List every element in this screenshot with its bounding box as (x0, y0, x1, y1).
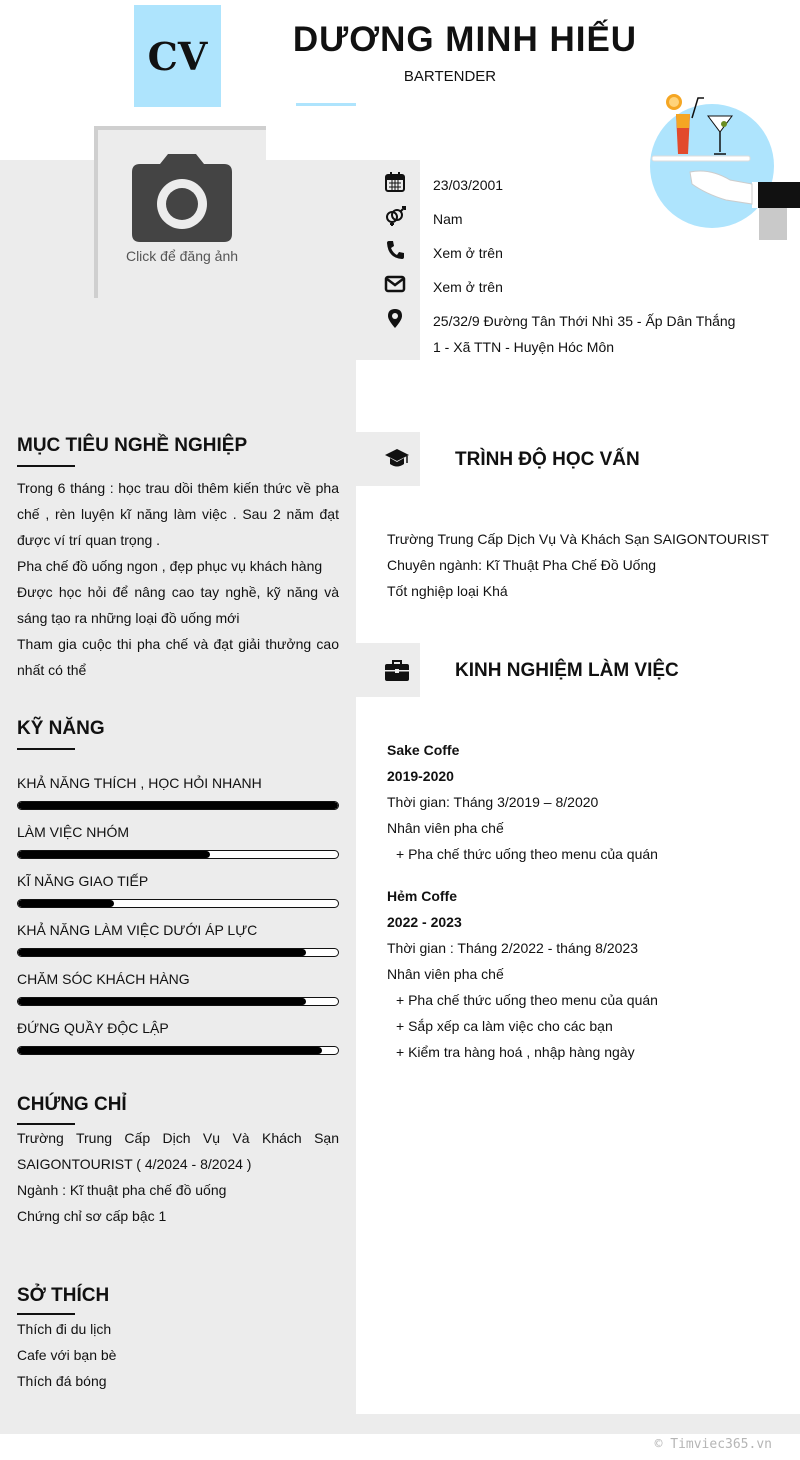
skill-fill (18, 900, 114, 907)
job-task: + Pha chế thức uống theo menu của quán (396, 992, 658, 1008)
email: Xem ở trên (433, 279, 503, 295)
job-time: Thời gian : Tháng 2/2022 - tháng 8/2023 (387, 940, 638, 956)
address-line-1: 25/32/9 Đường Tân Thới Nhì 35 - Ấp Dân Thắng (433, 313, 736, 329)
hobby-item: Thích đi du lịch (17, 1321, 112, 1337)
birth-date: 23/03/2001 (433, 177, 504, 193)
certificates-body (17, 1125, 339, 1229)
job-entry (387, 737, 787, 867)
skill-fill (18, 998, 306, 1005)
skill-bar (17, 1046, 339, 1055)
skill-label: KHẢ NĂNG THÍCH , HỌC HỎI NHANH (17, 775, 262, 791)
job-role: Nhân viên pha chế (387, 820, 504, 836)
objective-underline (17, 465, 75, 467)
skill-label: CHĂM SÓC KHÁCH HÀNG (17, 971, 190, 987)
education-heading: TRÌNH ĐỘ HỌC VẤN (455, 449, 640, 470)
phone: Xem ở trên (433, 245, 503, 261)
education-body (387, 526, 787, 604)
email-icon (384, 273, 406, 295)
objective-paragraph: Tham gia cuộc thi pha chế và đạt giải thưởng cao nhất có thể (17, 636, 339, 678)
education-grade: Tốt nghiệp loại Khá (387, 583, 508, 599)
camera-icon[interactable] (130, 154, 234, 242)
job-entry (387, 883, 787, 1065)
gender-icon (384, 205, 406, 227)
certificate-line: Chứng chỉ sơ cấp bậc 1 (17, 1208, 167, 1224)
job-role: Nhân viên pha chế (387, 966, 504, 982)
address-line-2: 1 - Xã TTN - Huyện Hóc Môn (433, 339, 615, 355)
certificates-heading: CHỨNG CHỈ (17, 1094, 127, 1115)
briefcase-icon (384, 657, 410, 683)
hobbies-underline (17, 1313, 75, 1315)
skill-label: KĨ NĂNG GIAO TIẾP (17, 873, 149, 889)
skill-fill (18, 802, 338, 809)
bottom-band (0, 1414, 800, 1434)
gender: Nam (433, 211, 463, 227)
job-time: Thời gian: Tháng 3/2019 – 8/2020 (387, 794, 599, 810)
objective-paragraph: Pha chế đồ uống ngon , đẹp phục vụ khách hàng (17, 558, 323, 574)
objective-paragraph: Trong 6 tháng : học trau dồi thêm kiến thức về pha chế , rèn luyện kĩ năng làm việc . Sau 2 năm đạt được ví trí quan trọng . (17, 480, 339, 548)
skill-label: LÀM VIỆC NHÓM (17, 824, 130, 840)
job-task: + Kiểm tra hàng hoá , nhập hàng ngày (396, 1044, 635, 1060)
skill-label: ĐỨNG QUẦY ĐỘC LẬP (17, 1020, 169, 1036)
graduation-cap-icon (384, 446, 410, 472)
job-company: Sake Coffe (387, 742, 460, 758)
skill-bar (17, 997, 339, 1006)
calendar-icon (384, 171, 406, 193)
hobbies-heading: SỞ THÍCH (17, 1285, 110, 1306)
skill-bar (17, 899, 339, 908)
job-period: 2019-2020 (387, 768, 454, 784)
candidate-name: DƯƠNG MINH HIẾU (292, 20, 638, 59)
job-period: 2022 - 2023 (387, 914, 462, 930)
job-title: BARTENDER (403, 68, 497, 85)
education-school: Trường Trung Cấp Dịch Vụ Và Khách Sạn SAIGONTOURIST (387, 531, 769, 547)
job-task: + Sắp xếp ca làm việc cho các bạn (396, 1018, 613, 1034)
skill-fill (18, 851, 210, 858)
objective-paragraph: Được học hỏi để nâng cao tay nghề, kỹ năng và sáng tạo ra những loại đồ uống mới (17, 584, 339, 626)
skill-fill (18, 949, 306, 956)
objective-body (17, 475, 339, 683)
objective-heading: MỤC TIÊU NGHỀ NGHIỆP (17, 435, 248, 456)
footer-watermark: © Timviec365.vn (654, 1437, 772, 1452)
title-underline (296, 103, 356, 106)
hobby-item: Thích đá bóng (17, 1373, 107, 1389)
hobby-item: Cafe với bạn bè (17, 1347, 117, 1363)
experience-heading: KINH NGHIỆM LÀM VIỆC (455, 660, 679, 681)
phone-icon (384, 239, 406, 261)
job-company: Hẻm Coffe (387, 888, 458, 904)
skill-bar (17, 850, 339, 859)
education-major: Chuyên ngành: Kĩ Thuật Pha Chế Đồ Uống (387, 557, 657, 573)
location-icon (384, 307, 406, 329)
cv-logo: CV (134, 5, 221, 107)
hobbies-list (17, 1316, 339, 1394)
certificate-line: Ngành : Kĩ thuật pha chế đồ uống (17, 1182, 227, 1198)
skills-heading: KỸ NĂNG (17, 718, 105, 739)
photo-caption[interactable]: Click để đăng ảnh (125, 248, 239, 264)
skill-label: KHẢ NĂNG LÀM VIỆC DƯỚI ÁP LỰC (17, 922, 258, 938)
job-task: + Pha chế thức uống theo menu của quán (396, 846, 658, 862)
address (433, 308, 735, 360)
certificate-line: Trường Trung Cấp Dịch Vụ Và Khách Sạn SAIGONTOURIST ( 4/2024 - 8/2024 ) (17, 1130, 339, 1172)
skill-bar (17, 948, 339, 957)
skills-underline (17, 748, 75, 750)
bartender-illustration (640, 88, 800, 248)
skill-bar (17, 801, 339, 810)
skill-fill (18, 1047, 322, 1054)
